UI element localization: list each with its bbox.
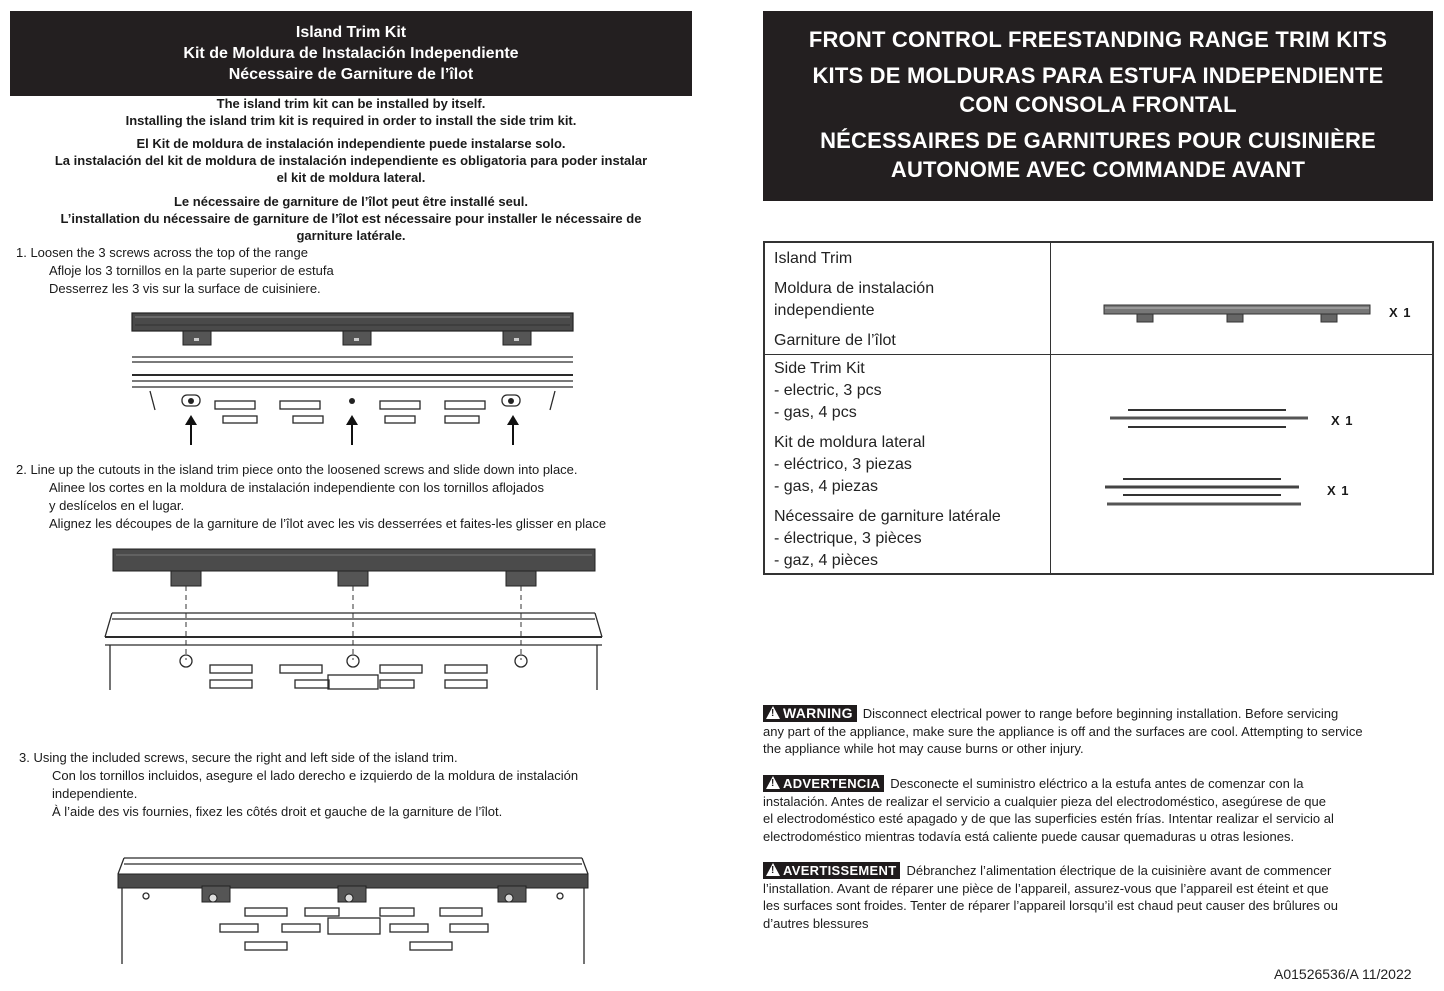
right-header-title-en: FRONT CONTROL FREESTANDING RANGE TRIM KITS [808,27,1388,52]
intro-es-line2: La instalación del kit de moldura de instalación independiente es obligatoria para poder instalar [54,153,648,168]
warning-es-line1: Desconecte el suministro eléctrico a la estufa antes de comenzar con la [890,776,1304,791]
warning-es-line3: el electrodoméstico esté apagado y de que las superficies estén frías. Intentar realizar el servicio al [763,811,1334,826]
warning-label-en: WARNING [783,705,853,721]
left-header-title-fr: Nécessaire de Garniture de l’îlot [228,66,474,83]
left-header-title-es: Kit de Moldura de Instalación Independiente [183,45,519,62]
right-header-title-es-line2: CON CONSOLA FRONTAL [959,92,1237,117]
intro-en [10,95,692,129]
intro-en-line1: The island trim kit can be installed by itself. [216,96,486,111]
kit-contents-table [763,241,1434,575]
warning-triangle-icon: ! [766,776,780,789]
island-trim-label-es-line2: independiente [774,302,875,319]
side-trim-electric-quantity: X 1 [1331,412,1354,428]
island-trim-description [764,242,1051,354]
island-trim-label-fr: Garniture de l’îlot [774,332,896,349]
side-trim-electric-en: - electric, 3 pcs [774,381,882,399]
step-2-es-line2: y deslícelos en el lugar. [49,498,185,513]
intro-fr-line2: L’installation du nécessaire de garniture de l’îlot est nécessaire pour installer le nécessaire de [60,211,642,226]
warning-badge-en [763,705,857,722]
side-trim-title-fr: Nécessaire de garniture latérale [774,507,1001,525]
island-trim-illustration [1103,303,1373,329]
warning-fr-line3: les surfaces sont froides. Tenter de réparer l’appareil lorsqu’il est chaud peut causer des brûlures ou [763,898,1338,913]
step-1-diagram [125,305,580,450]
intro-fr-line1: Le nécessaire de garniture de l’îlot peut être installé seul. [173,194,528,209]
side-trim-row [764,354,1433,574]
side-trim-electric-es: - eléctrico, 3 piezas [774,455,912,473]
step-3-es-line1: Con los tornillos incluidos, asegure el lado derecho e izquierdo de la moldura de instalación [52,768,579,783]
left-header-banner [10,11,692,96]
warning-fr-line1: Débranchez l’alimentation électrique de la cuisinière avant de commencer [906,863,1332,878]
step-1-en: 1. Loosen the 3 screws across the top of the range [16,245,308,260]
step-3-diagram [110,852,595,967]
right-header-banner [763,11,1433,201]
side-trim-description [764,354,1051,574]
intro-es [10,135,692,186]
intro-en-line2: Installing the island trim kit is required in order to install the side trim kit. [125,113,577,128]
step-1-es: Afloje los 3 tornillos en la parte superior de estufa [49,263,334,278]
island-trim-quantity: X 1 [1389,305,1412,320]
document-number: A01526536/A 11/2022 [1274,966,1412,982]
warning-fr-line2: l’installation. Avant de réparer une pièce de l’appareil, assurez-vous que l’appareil est éteint et que [763,880,1329,896]
warning-triangle-icon: ! [766,863,780,876]
step-3-fr: À l’aide des vis fournies, fixez les côtés droit et gauche de la garniture de l’îlot. [52,804,503,819]
step-3 [19,749,578,821]
warning-label-es: ADVERTENCIA [783,776,881,791]
side-trim-electric-fr: - électrique, 3 pièces [774,529,922,547]
warning-es-line2: instalación. Antes de realizar el servicio a cualquier pieza del electrodoméstico, asegúrese de que [763,793,1326,809]
side-trim-gas-fr: - gaz, 4 pièces [774,551,879,569]
intro-fr [10,193,692,244]
warning-label-fr: AVERTISSEMENT [783,863,897,878]
warning-fr-line4: d’autres blessures [763,915,869,931]
left-header-title-en: Island Trim Kit [295,24,407,41]
warning-fr [763,862,1439,932]
side-trim-gas-quantity: X 1 [1327,482,1350,498]
warning-es [763,775,1439,845]
warning-en-line1: Disconnect electrical power to range before beginning installation. Before servicing [862,706,1339,721]
island-trim-row [764,242,1433,354]
right-header-title-es-line1: KITS DE MOLDURAS PARA ESTUFA INDEPENDIENTE [812,63,1384,88]
warning-en-line2: any part of the appliance, make sure the appliance is off and the surfaces are cool. Attempting to service [763,723,1363,739]
side-trim-electric-illustration [1106,405,1311,433]
step-2 [16,461,606,533]
step-2-en: 2. Line up the cutouts in the island trim piece onto the loosened screws and slide down into place. [16,462,578,477]
step-3-es-line2: independiente. [52,786,138,801]
step-2-fr: Alignez les découpes de la garniture de l’îlot avec les vis desserrées et faites-les glisser en place [49,516,607,531]
intro-es-line1: El Kit de moldura de instalación independiente puede instalarse solo. [136,136,566,151]
step-1-fr: Desserrez les 3 vis sur la surface de cuisiniere. [49,281,321,296]
intro-es-line3: el kit de moldura lateral. [276,170,426,185]
side-trim-title-es: Kit de moldura lateral [774,433,926,451]
warning-en-line3: the appliance while hot may cause burns or other injury. [763,741,1084,756]
island-trim-label-en: Island Trim [774,250,853,267]
step-2-es-line1: Alinee los cortes en la moldura de instalación independiente con los tornillos aflojados [49,480,545,495]
side-trim-gas-es: - gas, 4 piezas [774,477,879,495]
warning-es-line4: electrodoméstico mientras todavía está caliente puede causar quemaduras u otras lesiones. [763,828,1295,844]
intro-fr-line3: garniture latérale. [296,228,406,243]
side-trim-gas-en: - gas, 4 pcs [774,403,857,421]
island-trim-label-es-line1: Moldura de instalación [774,280,935,297]
right-header-title-fr-line2: AUTONOME AVEC COMMANDE AVANT [890,157,1306,182]
warning-badge-es [763,775,884,792]
warning-badge-fr [763,862,900,879]
warning-triangle-icon: ! [766,706,780,719]
step-1 [16,244,334,298]
island-trim-illustration-cell [1051,242,1434,354]
side-trim-illustration-cell [1051,354,1434,574]
step-3-en: 3. Using the included screws, secure the right and left side of the island trim. [19,750,458,765]
side-trim-gas-illustration [1103,475,1308,509]
right-header-title-fr-line1: NÉCESSAIRES DE GARNITURES POUR CUISINIÈRE [820,128,1376,153]
side-trim-title-en: Side Trim Kit [774,359,865,377]
step-2-diagram [100,545,605,695]
warning-en [763,705,1439,758]
